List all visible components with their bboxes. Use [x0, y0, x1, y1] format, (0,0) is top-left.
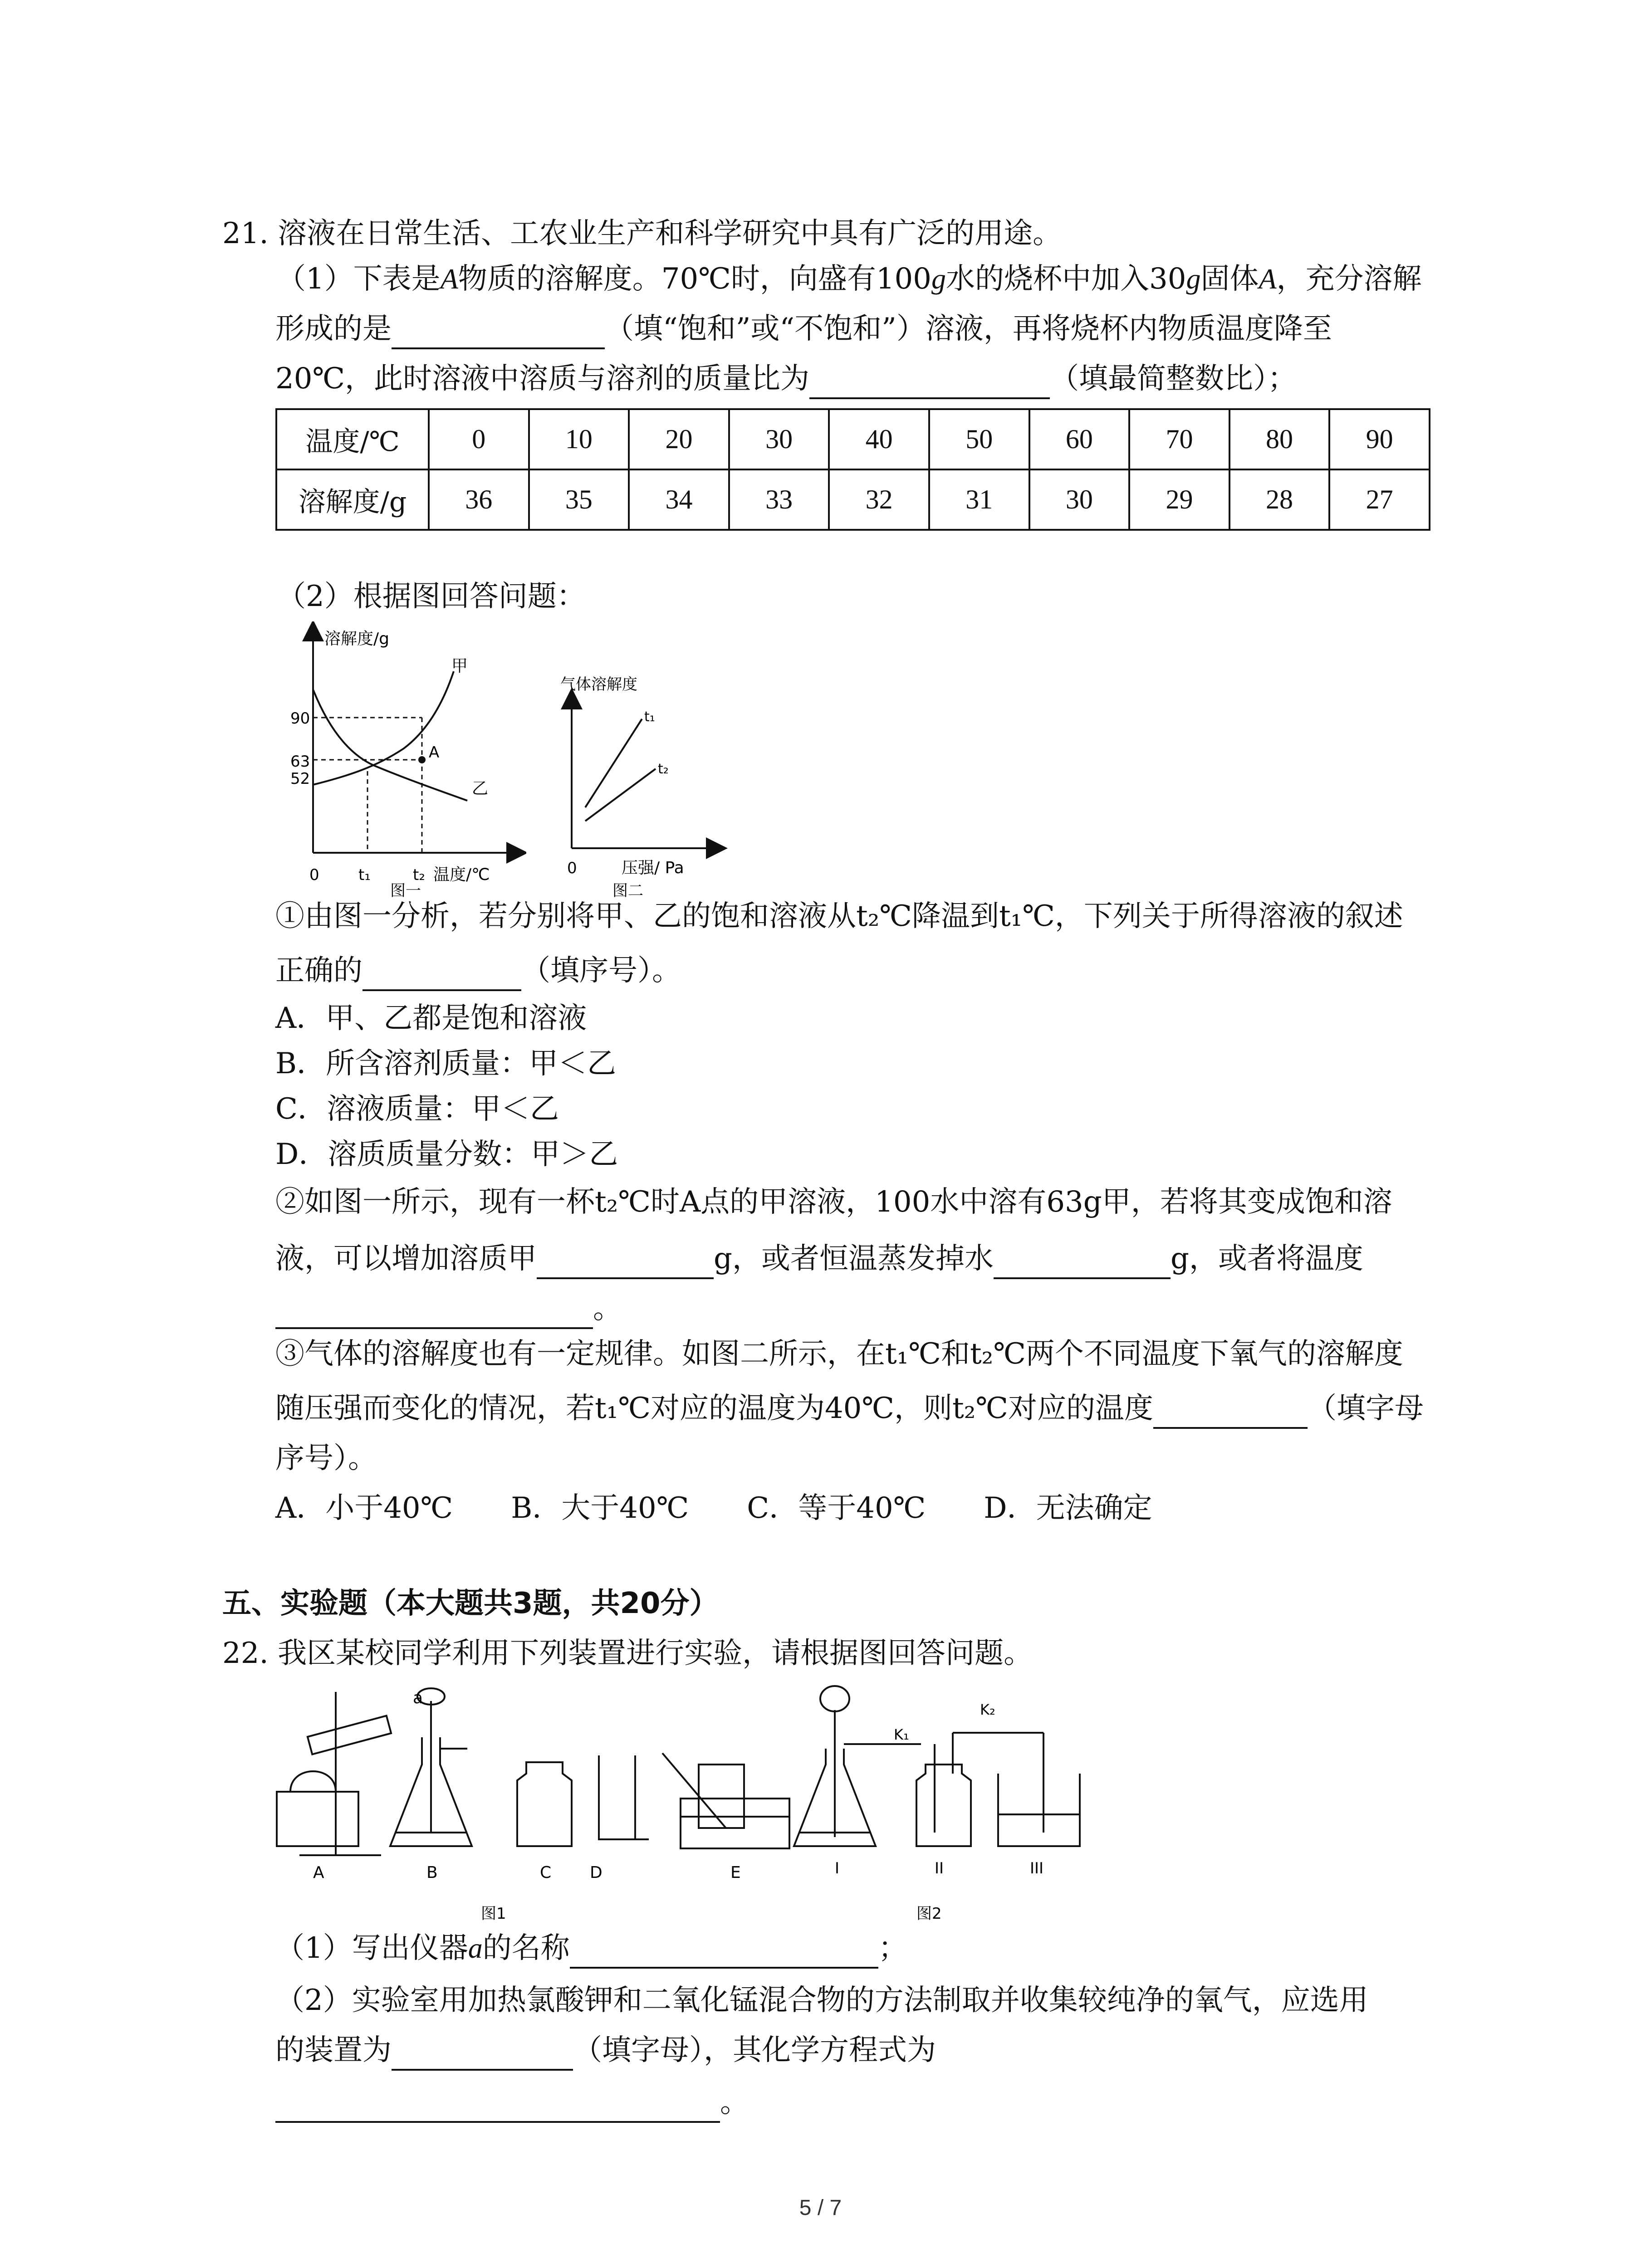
fig2-origin: 0: [567, 859, 577, 877]
q22-p2-line1: （2）实验室用加热氯酸钾和二氧化锰混合物的方法制取并收集较纯净的氧气，应选用: [275, 1984, 1368, 2017]
label-k2: K₂: [980, 1701, 995, 1718]
table-cell: 70: [1129, 409, 1230, 469]
table-cell: 0: [429, 409, 529, 469]
table-cell: 32: [829, 469, 929, 530]
gas-solubility-figure: [549, 671, 730, 898]
fig2-caption: 图2: [916, 1905, 942, 1923]
option-a: A．甲、乙都是饱和溶液: [275, 1002, 587, 1035]
curve-yi: [313, 689, 467, 801]
q21-p1-line1: （1）下表是A物质的溶解度。70℃时，向盛有100g水的烧杯中加入30g固体A，充分溶解: [277, 262, 1422, 296]
apparatus-label-ii: II: [935, 1859, 944, 1877]
table-cell: 28: [1230, 469, 1330, 530]
table-cell: 33: [729, 469, 829, 530]
fig1-t1: t₁: [358, 866, 371, 884]
q21-s2-line2: 液，可以增加溶质甲 g，或者恒温蒸发掉水 g，或者将温度: [275, 1238, 1363, 1279]
solubility-curve-figure: [272, 621, 526, 898]
label-a-instrument: a: [413, 1689, 423, 1707]
fig2-xlabel: 压强/ Pa: [622, 859, 684, 877]
label-jia: 甲: [451, 657, 468, 675]
apparatus-d-bottle: [599, 1755, 635, 1839]
table-cell: 27: [1329, 469, 1430, 530]
apparatus-label-e: E: [730, 1863, 741, 1882]
apparatus-e-bottle: [699, 1765, 744, 1828]
answer-blank-apparatus[interactable]: [392, 2037, 573, 2071]
table-cell: 60: [1029, 409, 1130, 469]
table-cell: 40: [829, 409, 929, 469]
apparatus-label-b: B: [426, 1863, 438, 1882]
table-cell: 31: [929, 469, 1029, 530]
apparatus-figure: [272, 1683, 1134, 1928]
answer-blank-t2[interactable]: [1153, 1395, 1308, 1429]
answer-blank-temperature[interactable]: [275, 1295, 593, 1329]
fig1-tick-63: 63: [290, 753, 310, 771]
table-cell: 90: [1329, 409, 1430, 469]
fig1-caption: 图1: [481, 1905, 506, 1923]
answer-blank-instrument[interactable]: [570, 1935, 878, 1969]
apparatus-a-block: [277, 1792, 358, 1846]
q21-s3-line3: 序号）。: [275, 1442, 377, 1475]
apparatus-e-trough: [681, 1799, 789, 1848]
fig1-caption: 图一: [390, 882, 421, 898]
q21-p2: （2）根据图回答问题：: [277, 580, 586, 613]
apparatus-iii-beaker: [998, 1774, 1080, 1846]
option-c: C．溶液质量：甲＜乙: [275, 1092, 559, 1126]
table-cell: 20: [629, 409, 729, 469]
apparatus-label-d: D: [590, 1863, 603, 1882]
line-t2: [585, 769, 656, 821]
table-cell: 34: [629, 469, 729, 530]
q21-p1-line3: 20℃，此时溶液中溶质与溶剂的质量比为 （填最简整数比）；: [275, 358, 1297, 399]
answer-blank-s1[interactable]: [362, 958, 521, 991]
curve-jia: [313, 671, 454, 785]
apparatus-label-c: C: [540, 1863, 552, 1882]
q22-p2-line2: 的装置为 （填字母），其化学方程式为: [275, 2030, 936, 2071]
table-row: [276, 409, 1430, 469]
q21-p1-line2: 形成的是 （填“饱和”或“不饱和”）溶液，再将烧杯内物质温度降至: [275, 308, 1332, 349]
table-cell: 35: [529, 469, 629, 530]
q21-s1-line1: ①由图一分析，若分别将甲、乙的饱和溶液从t₂℃降温到t₁℃，下列关于所得溶液的叙述: [275, 899, 1403, 933]
apparatus-i-funnel: [820, 1686, 849, 1711]
table-cell: 10: [529, 409, 629, 469]
table-cell: 30: [1029, 469, 1130, 530]
fig1-origin: 0: [309, 866, 319, 884]
table-cell: 36: [429, 469, 529, 530]
solubility-table: [275, 408, 1430, 531]
fig1-xlabel: 温度/℃: [433, 865, 490, 884]
table-cell: 50: [929, 409, 1029, 469]
option-d: D．溶质质量分数：甲＞乙: [275, 1138, 618, 1171]
answer-blank-equation[interactable]: [275, 2089, 720, 2123]
table-cell: 30: [729, 409, 829, 469]
q22-title: 22. 我区某校同学利用下列装置进行实验，请根据图回答问题。: [222, 1637, 1033, 1670]
apparatus-c-bottle: [517, 1762, 572, 1846]
answer-blank-water[interactable]: [994, 1246, 1171, 1279]
fig2-caption: 图二: [612, 882, 643, 898]
page-number: 5 / 7: [799, 2196, 842, 2220]
apparatus-label-a: A: [313, 1863, 324, 1882]
apparatus-label-i: I: [835, 1859, 840, 1877]
fig2-t2: t₂: [658, 761, 669, 777]
table-cell: 29: [1129, 469, 1230, 530]
answer-blank-mass-ratio[interactable]: [809, 366, 1050, 399]
table-cell: 80: [1230, 409, 1330, 469]
fig2-t1: t₁: [644, 709, 655, 725]
fig1-tick-90: 90: [290, 709, 310, 728]
q21-s2-line1: ②如图一所示，现有一杯t₂℃时A点的甲溶液，100水中溶有63g甲，若将其变成饱和溶: [275, 1185, 1392, 1219]
q21-s2-line3: 。: [275, 1288, 622, 1329]
label-point-a: A: [429, 743, 440, 762]
point-a: [418, 756, 426, 763]
q21-title: 21. 溶液在日常生活、工农业生产和科学研究中具有广泛的用途。: [222, 217, 1062, 250]
label-yi: 乙: [472, 779, 489, 798]
q21-s3-line1: ③气体的溶解度也有一定规律。如图二所示，在t₁℃和t₂℃两个不同温度下氧气的溶解度: [275, 1337, 1403, 1371]
table-row: [276, 469, 1430, 530]
answer-blank-saturation[interactable]: [392, 316, 605, 349]
fig1-ylabel: 溶解度/g: [324, 630, 389, 648]
q22-p1: （1）写出仪器a的名称 ；: [275, 1928, 907, 1969]
apparatus-ii-bottle: [916, 1765, 971, 1846]
answer-blank-solute[interactable]: [537, 1246, 714, 1279]
q22-p2-line3: 。: [275, 2082, 749, 2123]
fig1-tick-52: 52: [290, 770, 310, 788]
apparatus-a-lamp: [290, 1771, 336, 1792]
table-header-cell: 温度/℃: [276, 409, 429, 469]
option-b: B．所含溶剂质量：甲＜乙: [275, 1047, 617, 1080]
q21-s3-line2: 随压强而变化的情况，若t₁℃对应的温度为40℃，则t₂℃对应的温度 （填字母: [275, 1388, 1424, 1429]
apparatus-a-tube: [308, 1716, 391, 1754]
label-k1: K₁: [894, 1726, 909, 1743]
q21-s1-line2: 正确的 （填序号）。: [275, 950, 681, 991]
table-header-cell: 溶解度/g: [276, 469, 429, 530]
fig2-ylabel: 气体溶解度: [560, 675, 637, 694]
line-t1: [585, 719, 642, 807]
fig1-t2: t₂: [413, 866, 425, 884]
section-heading: 五、实验题（本大题共3题，共20分）: [222, 1587, 719, 1620]
apparatus-label-iii: III: [1030, 1859, 1044, 1877]
q21-s3-options: A．小于40℃ B．大于40℃ C．等于40℃ D．无法确定: [275, 1491, 1152, 1525]
